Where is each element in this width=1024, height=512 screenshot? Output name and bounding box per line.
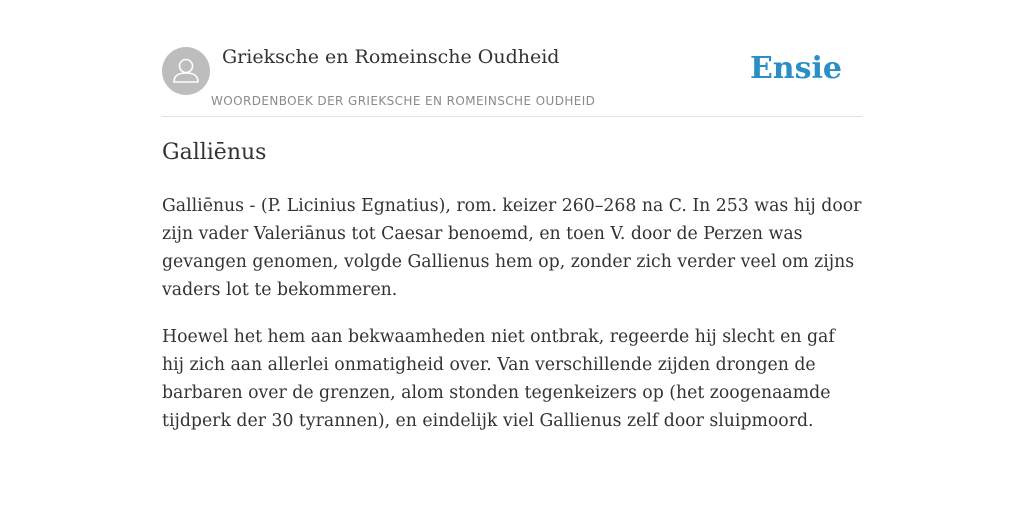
- source-header: [162, 46, 862, 117]
- article-paragraph: Hoewel het hem aan bekwaamheden niet ontbrak, regeerde hij slecht en gaf hij zich aan allerlei onmatigheid over. Van verschillende zijden drongen de barbaren over de grenzen, alom stonden tegenkeizers op (het zoogenaamde tijdperk der 30 tyrannen), en eindelijk viel Gallienus zelf door sluipmoord.: [162, 327, 835, 431]
- article-body: [162, 192, 862, 454]
- avatar[interactable]: [162, 47, 210, 95]
- source-subtitle[interactable]: WOORDENBOEK DER GRIEKSCHE EN ROMEINSCHE OUDHEID: [211, 94, 596, 108]
- user-icon: [162, 47, 210, 95]
- brand-logo[interactable]: Ensie: [749, 51, 842, 86]
- article-paragraph: Galliēnus - (P. Licinius Egnatius), rom. keizer 260–268 na C. In 253 was hij door zijn vader Valeriānus tot Caesar benoemd, en toen V. door de Perzen was gevangen genomen, volgde Gallienus hem op, zonder zich verder veel om zijns vaders lot te bekommeren.: [162, 196, 862, 300]
- page-title: Galliēnus: [162, 140, 267, 165]
- source-name[interactable]: Grieksche en Romeinsche Oudheid: [222, 46, 560, 68]
